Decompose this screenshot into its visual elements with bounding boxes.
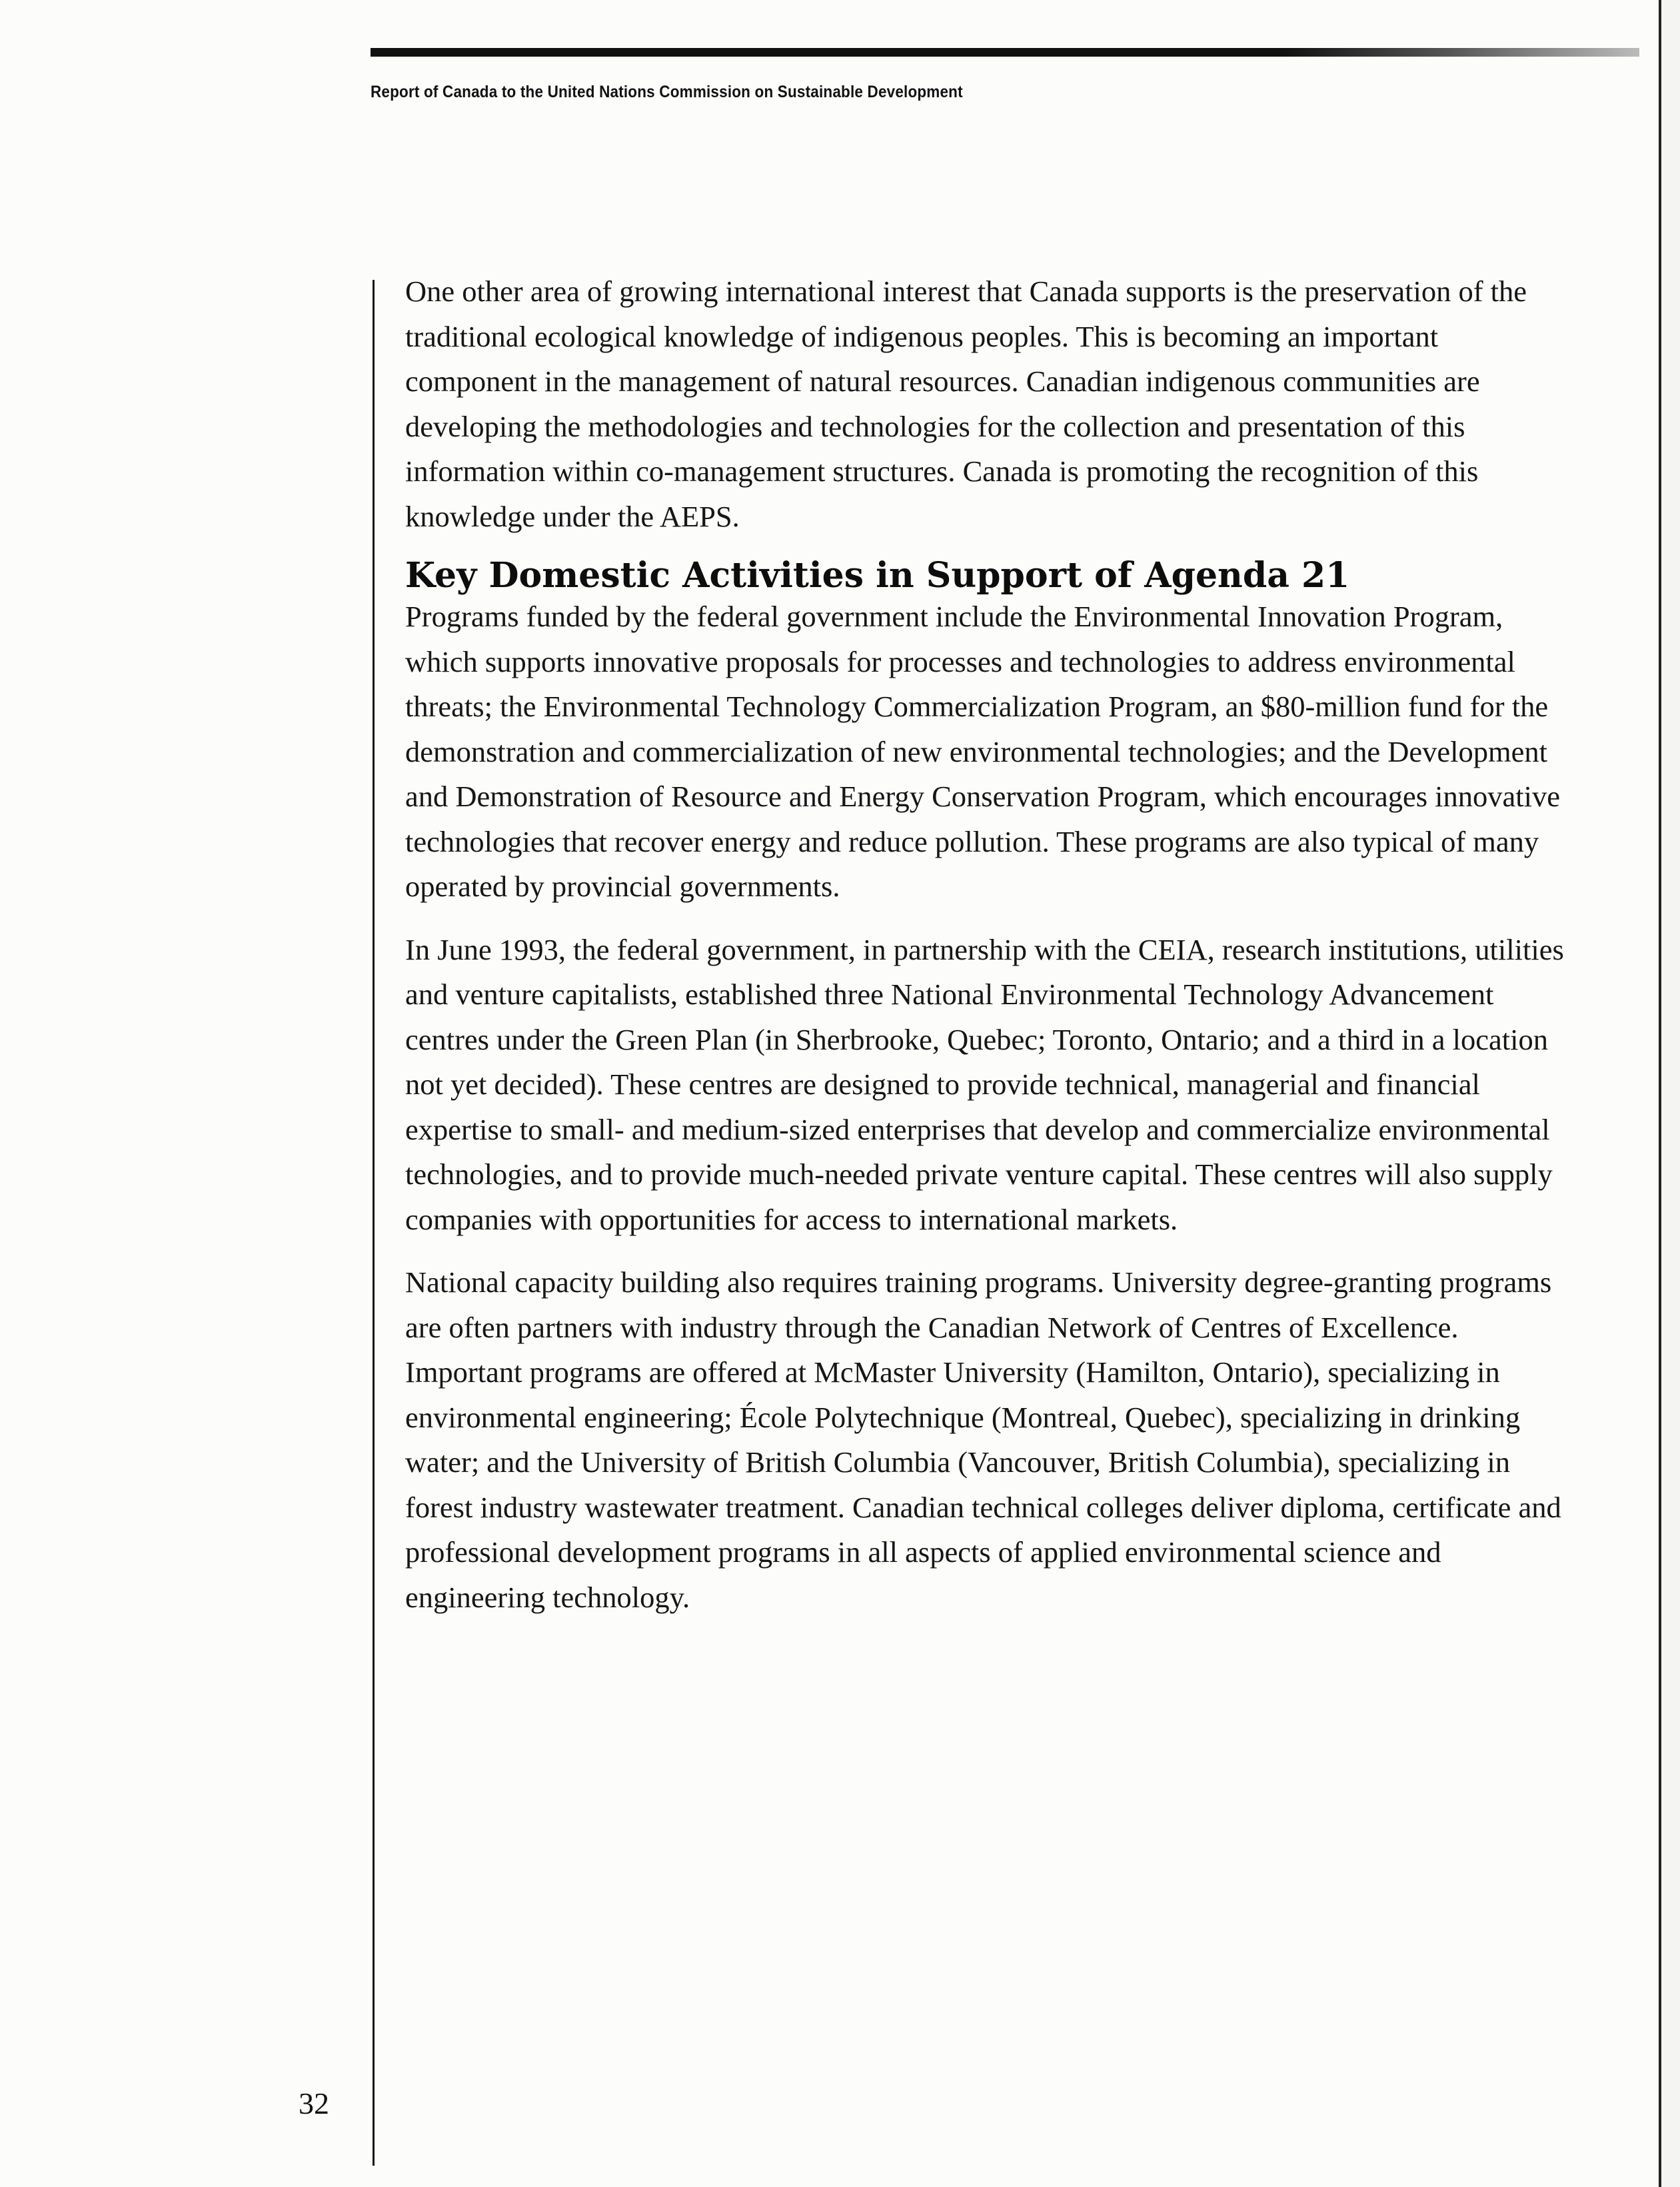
- paragraph-programs: Programs funded by the federal government include the Environmental Innovation Program, which supports innovative proposals for processes and technologies to address environmental threats; the Environmental Technology Commercialization Program, an $80-million fund for the demonstration and commercialization of new environmental technologies; and the Development and Demonstration of Resource and Energy Conservation Program, which encourages innovative technologies that recover energy and reduce pollution. These programs are also typical of many operated by provincial governments.: [405, 600, 1560, 903]
- page-edge: [1659, 0, 1661, 2187]
- page-number: 32: [299, 2086, 329, 2120]
- margin-rule: [373, 280, 375, 2166]
- paragraph-training: National capacity building also requires training programs. University degree-granting programs are often partners with industry through the Canadian Network of Centres of Excellence. Important programs are offered at McMaster University (Hamilton, Ontario), specializing in environmental engineering; École Polytechnique (Montreal, Quebec), specializing in drinking water; and the University of British Columbia (Vancouver, British Columbia), specializing in forest industry wastewater treatment. Canadian technical colleges deliver diploma, certificate and professional development programs in all aspects of applied environmental science and engineering technology.: [405, 1265, 1561, 1614]
- running-head: Report of Canada to the United Nations Commission on Sustainable Development: [371, 83, 963, 101]
- intro-paragraph: One other area of growing international interest that Canada supports is the preservation of the traditional ecological knowledge of indigenous peoples. This is becoming an important component in the management of natural resources. Canadian indigenous communities are developing the methodologies and technologies for the collection and presentation of this information within co-management structures. Canada is promoting the recognition of this knowledge under the AEPS.: [405, 275, 1527, 533]
- page-edge-shadow: [1661, 0, 1680, 2187]
- paragraph-technology-centres: In June 1993, the federal government, in partnership with the CEIA, research institutions, utilities and venture capitalists, established three National Environmental Technology Advancement centres under the Green Plan (in Sherbrooke, Quebec; Toronto, Ontario; and a third in a location not yet decided). These centres are designed to provide technical, managerial and financial expertise to small- and medium-sized enterprises that develop and commercialize environmental technologies, and to provide much-needed private venture capital. These centres will also supply companies with opportunities for access to international markets.: [405, 932, 1564, 1236]
- header-rule: [371, 48, 1639, 57]
- section-heading: Key Domestic Activities in Support of Agenda 21: [405, 555, 1350, 596]
- main-text: [405, 269, 1565, 1620]
